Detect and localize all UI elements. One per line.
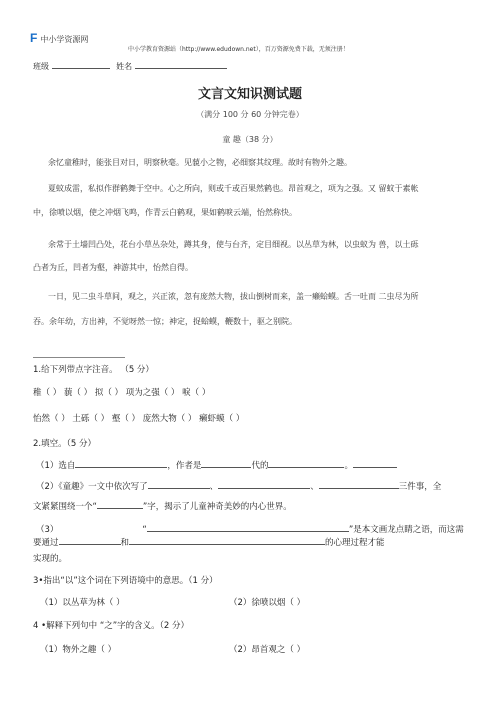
q2-2-text: 文紧紧围绕一个“: [33, 502, 97, 512]
logo-letter: F: [30, 31, 38, 45]
page-title: 文言文知识测试题: [197, 87, 302, 102]
passage-line: 夏蚊成雷，私拟作群鹤舞于空中。心之所向，则或千或百果然鹤也。昂首观之，项为之强。又 留蚊于素帐: [48, 184, 419, 193]
answer-blank[interactable]: [353, 459, 397, 468]
q2-3-text: （3）: [36, 525, 59, 535]
q2-3-text: 和: [120, 538, 130, 548]
question-2-2: [36, 480, 441, 492]
q2-2-text: 、: [209, 482, 219, 492]
q2-2-text: 三件事，全: [398, 482, 442, 492]
question-2-2-cont: [33, 500, 292, 512]
question-1: 1.给下列带点字注音。 （5 分）: [33, 365, 154, 375]
q2-2-text: 、: [310, 482, 319, 492]
subtitle: （满分 100 分 60 分钟完卷）: [196, 110, 304, 119]
question-2-1: [36, 459, 397, 471]
passage-line: 凸者为丘，凹者为壑，神游其中，怡然自得。: [33, 263, 193, 272]
divider: [33, 357, 125, 358]
question-4-1[interactable]: （1）物外之趣（ ）: [40, 645, 117, 655]
answer-blank[interactable]: [97, 500, 143, 509]
pinyin-blank[interactable]: 项为之强（ ）: [125, 388, 180, 398]
name-label: 姓名: [116, 62, 133, 71]
q2-2-text: （2）《童趣》一文中依次写了: [36, 482, 148, 492]
question-4: 4 •解释下列句中 “之”字的含义。（2 分）: [33, 621, 189, 631]
q2-2-text: ”字，揭示了儿童神奇美妙的内心世界。: [142, 502, 292, 512]
q2-3-text: 的心理过程才能: [325, 538, 385, 548]
pinyin-blank[interactable]: 壑（ ）: [111, 414, 141, 424]
site-logo: [30, 31, 88, 45]
pinyin-blank[interactable]: 庞然大物（ ）: [142, 414, 197, 424]
pinyin-blank[interactable]: 唳（ ）: [182, 388, 211, 398]
question-2-3: [36, 523, 464, 535]
pinyin-blank[interactable]: 癞虾蟆（ ）: [199, 414, 245, 424]
question-3-1[interactable]: （1）以丛草为林（ ）: [40, 598, 125, 608]
question-3: 3•指出“以”这个词在下列语境中的意思。（1 分）: [33, 576, 218, 586]
answer-blank[interactable]: [75, 459, 167, 468]
section-heading: 童 趣（38 分）: [222, 135, 278, 144]
question-2-3-cont: [33, 536, 385, 548]
answer-blank[interactable]: [129, 536, 325, 545]
passage-line: 一日，见二虫斗草间，观之，兴正浓，忽有庞然大物，拔山倒树而来，盖一癞蛤蟆。舌一吐而 二虫尽为所: [48, 292, 419, 301]
q2-1-text: ，作者是: [167, 461, 202, 471]
question-1-row: [33, 412, 244, 424]
source-line: 中小学教育资源站（http://www.edudown.net），百万资源免费下载，无须注册！: [128, 46, 349, 53]
q2-3-text: 要通过: [33, 538, 59, 548]
student-info-line: [33, 60, 227, 72]
answer-blank[interactable]: [59, 536, 121, 545]
class-label: 班级: [33, 62, 49, 71]
answer-blank[interactable]: [201, 459, 251, 468]
q2-1-text: 。: [344, 461, 353, 471]
pinyin-blank[interactable]: 稚（ ）: [33, 388, 62, 398]
answer-blank[interactable]: [319, 480, 399, 489]
question-2-3-end: 实现的。: [33, 554, 68, 564]
question-3-2[interactable]: （2）徐喷以烟（ ）: [229, 598, 306, 608]
q2-1-text: （1）选自: [36, 461, 76, 471]
name-field[interactable]: [135, 60, 227, 69]
passage-line: 余忆童稚时，能张目对日，明察秋毫。见藐小之物，必细察其纹理。故时有物外之趣。: [48, 158, 352, 167]
pinyin-blank[interactable]: 拟（ ）: [94, 388, 124, 398]
answer-blank[interactable]: [268, 459, 344, 468]
passage-line: 中，徐喷以烟，使之冲烟飞鸣，作青云白鹤观，果如鹤唳云端，怡然称快。: [33, 208, 297, 217]
logo-text: 中小学资源网: [40, 35, 89, 44]
q2-1-text: 代的: [251, 461, 269, 471]
passage-line: 吞。余年幼，方出神，不觉呀然一惊；神定，捉蛤蟆，鞭数十，驱之别院。: [33, 317, 297, 326]
q2-3-text: ”是本文画龙点睛之语，而这需: [348, 525, 464, 535]
question-1-row: [33, 386, 210, 398]
class-field[interactable]: [52, 60, 110, 69]
question-2: 2.填空。（5 分）: [33, 439, 96, 449]
answer-blank[interactable]: [218, 480, 310, 489]
passage-line: 余常于土墙凹凸处，花台小草丛杂处，蹲其身，使与台齐，定目细视。以丛草为林，以虫蚁为 兽，以土砾: [48, 240, 419, 249]
answer-blank[interactable]: [148, 480, 210, 489]
pinyin-blank[interactable]: 怡然（ ）: [33, 414, 70, 424]
pinyin-blank[interactable]: 藐（ ）: [63, 388, 93, 398]
pinyin-blank[interactable]: 土砾（ ）: [72, 414, 110, 424]
q2-3-text: “: [142, 525, 147, 535]
answer-blank[interactable]: [147, 523, 349, 532]
question-4-2[interactable]: （2）昂首观之（ ）: [229, 645, 306, 655]
